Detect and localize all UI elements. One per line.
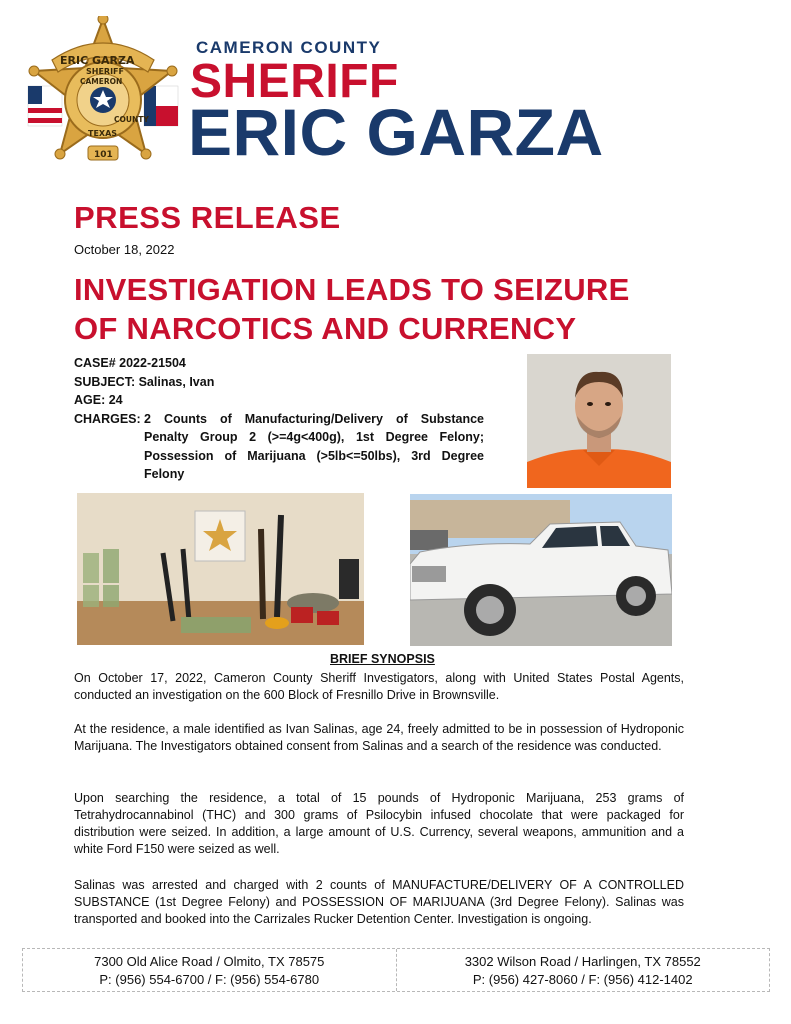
seized-truck-photo xyxy=(410,494,672,646)
headline-line-2: OF NARCOTICS AND CURRENCY xyxy=(74,311,577,346)
press-release-label: PRESS RELEASE xyxy=(74,200,341,235)
headline-line-1: INVESTIGATION LEADS TO SEIZURE xyxy=(74,272,630,307)
case-details xyxy=(74,354,484,484)
sheriff-badge-logo xyxy=(22,16,184,174)
synopsis-title: BRIEF SYNOPSIS xyxy=(330,652,435,666)
county-name: CAMERON COUNTY xyxy=(196,38,382,57)
case-number: CASE# 2022-21504 xyxy=(74,356,186,370)
badge-inner-mid2-text: COUNTY xyxy=(114,115,149,124)
footer-olmito-office xyxy=(23,949,396,991)
mugshot-photo xyxy=(527,354,671,488)
badge-inner-mid1-text: CAMERON xyxy=(80,77,123,86)
footer-harlingen-office xyxy=(396,949,770,991)
synopsis-paragraph-4: Salinas was arrested and charged with 2 counts of MANUFACTURE/DELIVERY OF A CONTROLLED SUBSTANCE (1st Degree Felony) and POSSESSION OF MARIJUANA (3rd Degree Felony). Salinas was transported and booked into the Carrizales Rucker Detention Center. Investigation is ongoing. xyxy=(74,878,684,926)
olmito-address: 7300 Old Alice Road / Olmito, TX 78575 xyxy=(94,954,325,969)
synopsis-paragraph-1: On October 17, 2022, Cameron County Sheriff Investigators, along with United States Postal Agents, conducted an investigation on the 600 Block of Fresnillo Drive in Brownsville. xyxy=(74,671,684,702)
charges-label: CHARGES: xyxy=(74,411,141,426)
case-subject: SUBJECT: Salinas, Ivan xyxy=(74,374,215,389)
sheriff-name: ERIC GARZA xyxy=(188,95,604,169)
harlingen-address: 3302 Wilson Road / Harlingen, TX 78552 xyxy=(464,954,701,969)
badge-inner-top-text: SHERIFF xyxy=(86,67,124,76)
headline xyxy=(74,270,734,348)
olmito-phone: P: (956) 554-6700 / F: (956) 554-6780 xyxy=(99,972,320,987)
case-charges xyxy=(74,410,484,484)
evidence-photo xyxy=(77,493,364,645)
footer-contact xyxy=(22,948,770,992)
synopsis-paragraph-2: At the residence, a male identified as Ivan Salinas, age 24, freely admitted to be in possession of Hydroponic Marijuana. The Investigators obtained consent from Salinas and a search of the residence was conducted. xyxy=(74,722,684,753)
release-date: October 18, 2022 xyxy=(74,242,175,257)
badge-top-arc-text: ERIC GARZA xyxy=(60,54,135,67)
badge-number-text: 101 xyxy=(94,150,113,160)
sheriff-title: SHERIFF xyxy=(190,55,399,108)
harlingen-phone: P: (956) 427-8060 / F: (956) 412-1402 xyxy=(472,972,693,987)
case-age: AGE: 24 xyxy=(74,393,123,407)
synopsis-paragraph-3: Upon searching the residence, a total of 15 pounds of Hydroponic Marijuana, 253 grams of Tetrahydrocannabinol (THC) and 300 grams of Psilocybin infused chocolate that were packaged for distribution were seized. In addition, a large amount of U.S. Currency, several weapons, ammunition and a white Ford F150 were seized as well. xyxy=(74,791,684,856)
badge-inner-bottom-text: TEXAS xyxy=(88,129,118,138)
charges-text: 2 Counts of Manufacturing/Delivery of Substance Penalty Group 2 (>=4g<400g), 1st Degree Felony; Possession of Marijuana (>5lb<=50lbs), 3rd Degree Felony xyxy=(144,411,484,481)
